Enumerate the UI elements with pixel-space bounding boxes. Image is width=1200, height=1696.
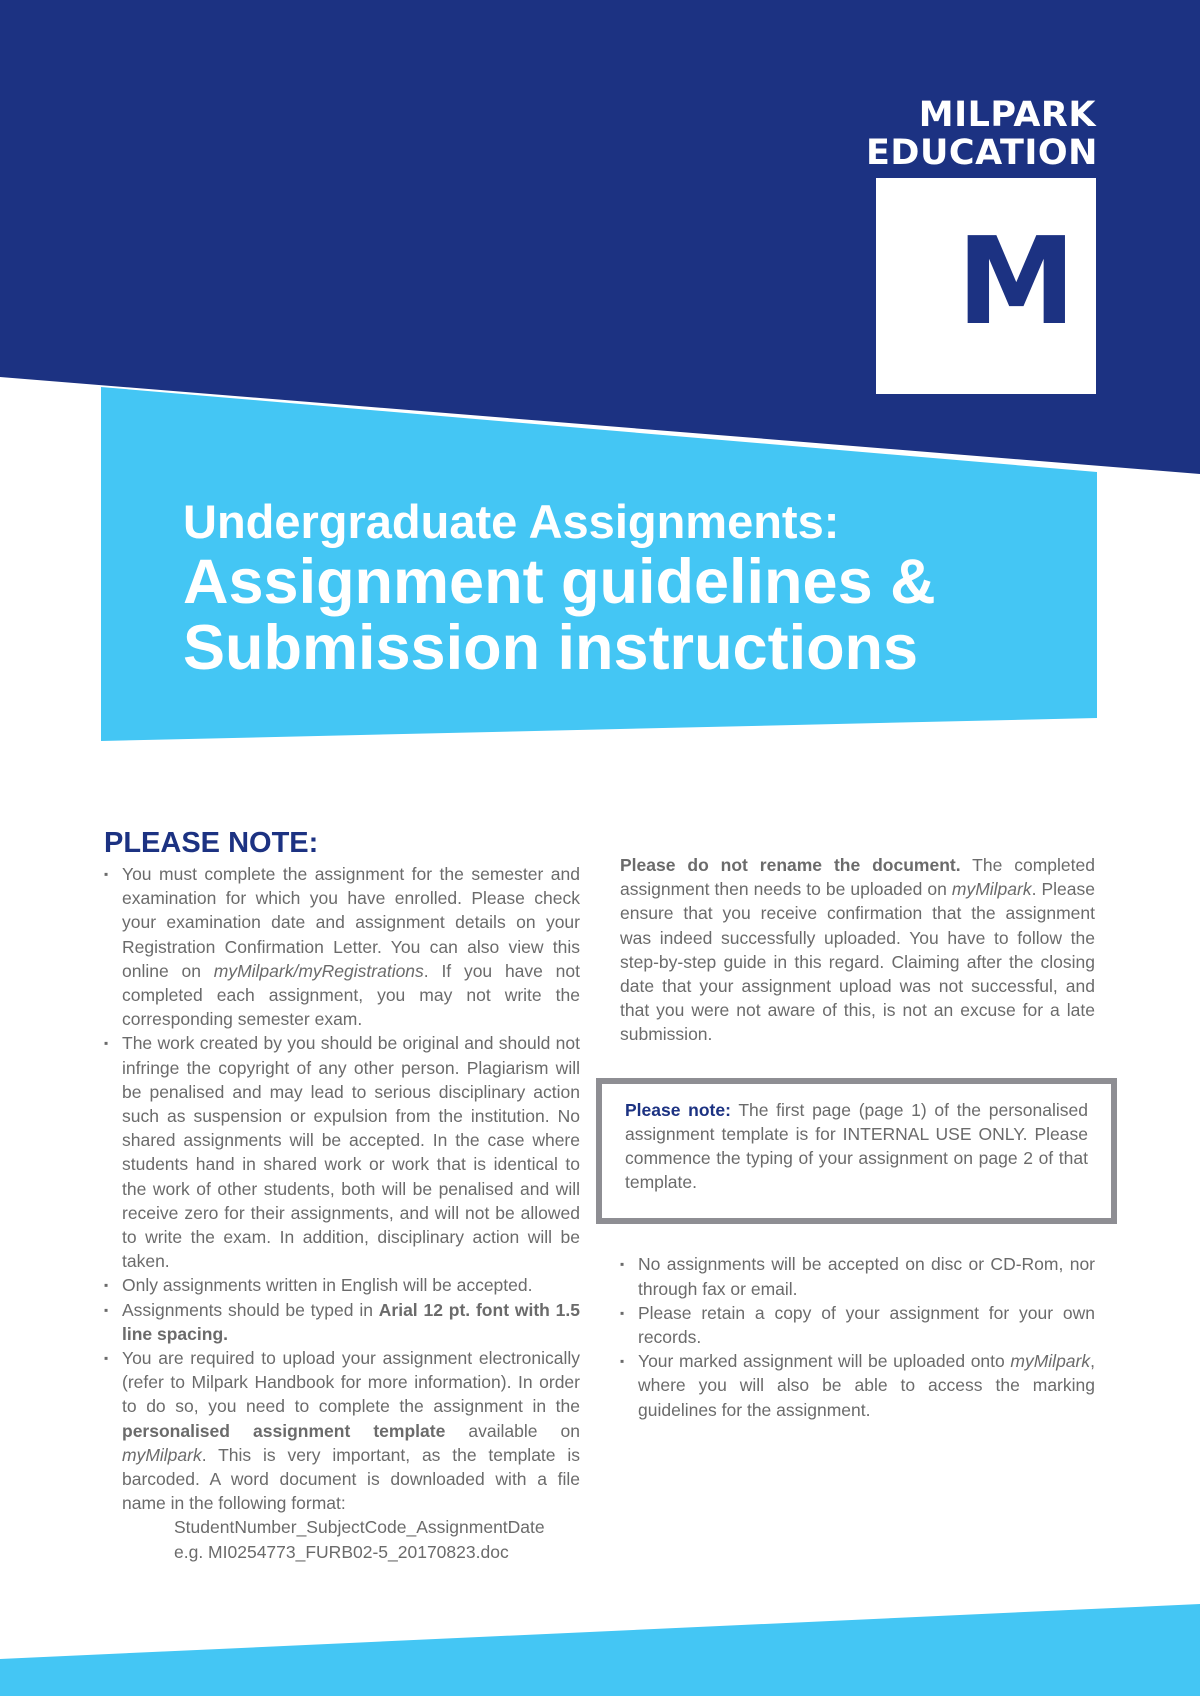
footer-cyan-band: [0, 1604, 1200, 1696]
internal-use-callout: [596, 1078, 1117, 1225]
document-title-line-1: Assignment guidelines &: [183, 547, 936, 617]
guideline-item-plagiarism: ▪ The work created by you should be original and should not infringe the copyright of any other person. Plagiarism will be penalised and may lead to serious disciplinary action such as suspension or expulsion from the institution. No shared assignments will be accepted. In the case where students hand in shared work or work that is identical to the work of other students, both will be penalised and will receive zero for their assignments, and will not be allowed to write the exam. In addition, disciplinary action will be taken.: [104, 1031, 580, 1273]
brand-wordmark: [866, 96, 1096, 172]
document-title-line-2: Submission instructions: [183, 613, 919, 683]
guideline-item-enrolment: ▪ You must complete the assignment for the semester and examination for which you have enrolled. Please check your examination date and assignment details on your Registration Confirmation Letter. You can also view this online on myMilpark/myRegistrations. If you have not completed each assignment, you may not write the corresponding semester exam.: [104, 862, 580, 1031]
left-column: [104, 826, 580, 1564]
filename-example: e.g. MI0254773_FURB02-5_20170823.doc: [174, 1541, 509, 1562]
callout-label: Please note:: [625, 1099, 731, 1120]
guideline-list: [104, 862, 580, 1515]
callout-text: The first page (page 1) of the personalised assignment template is for INTERNAL USE ONLY. Please commence the typing of your assignment on page 2 of that template.: [625, 1099, 1088, 1193]
brand-line-1: MILPARK: [918, 95, 1096, 135]
document-subtitle: Undergraduate Assignments:: [183, 495, 840, 548]
brand-logo-box: [876, 178, 1096, 394]
submission-item-copy: ▪ Please retain a copy of your assignment for your own records.: [620, 1301, 1095, 1349]
right-column: [620, 853, 1095, 1422]
rename-warning-paragraph: Please do not rename the document. The completed assignment then needs to be uploaded on myMilpark. Please ensure that you receive confirmation that the assignment was indeed successfully uploaded. You have to follow the step-by-step guide in this regard. Claiming after the closing date that your assignment upload was not successful, and that you were not aware of this, is not an excuse for a late submission.: [620, 855, 1095, 1045]
please-note-heading: PLEASE NOTE:: [104, 827, 319, 859]
guideline-item-upload: ▪ You are required to upload your assignment electronically (refer to Milpark Handbook for more information). In order to do so, you need to complete the assignment in the personalised assignment template available on myMilpark. This is very important, as the template is barcoded. A word document is downloaded with a file name in the following format:: [104, 1346, 580, 1515]
document-title: [183, 495, 1023, 681]
filename-format: StudentNumber_SubjectCode_AssignmentDate: [174, 1517, 545, 1538]
brand-line-2: EDUCATION: [866, 133, 1098, 173]
portal-path: myMilpark/myRegistrations: [213, 960, 424, 981]
submission-list: [620, 1252, 1095, 1421]
submission-item-marked: ▪ Your marked assignment will be uploaded onto myMilpark, where you will also be able to access the marking guidelines for the assignment.: [620, 1349, 1095, 1422]
brand-monogram: M: [956, 213, 1076, 352]
submission-item-media: ▪ No assignments will be accepted on disc or CD-Rom, nor through fax or email.: [620, 1252, 1095, 1300]
guideline-item-font: ▪ Assignments should be typed in Arial 12 pt. font with 1.5 line spacing.: [104, 1298, 580, 1346]
guideline-item-language: ▪ Only assignments written in English will be accepted.: [104, 1273, 580, 1297]
